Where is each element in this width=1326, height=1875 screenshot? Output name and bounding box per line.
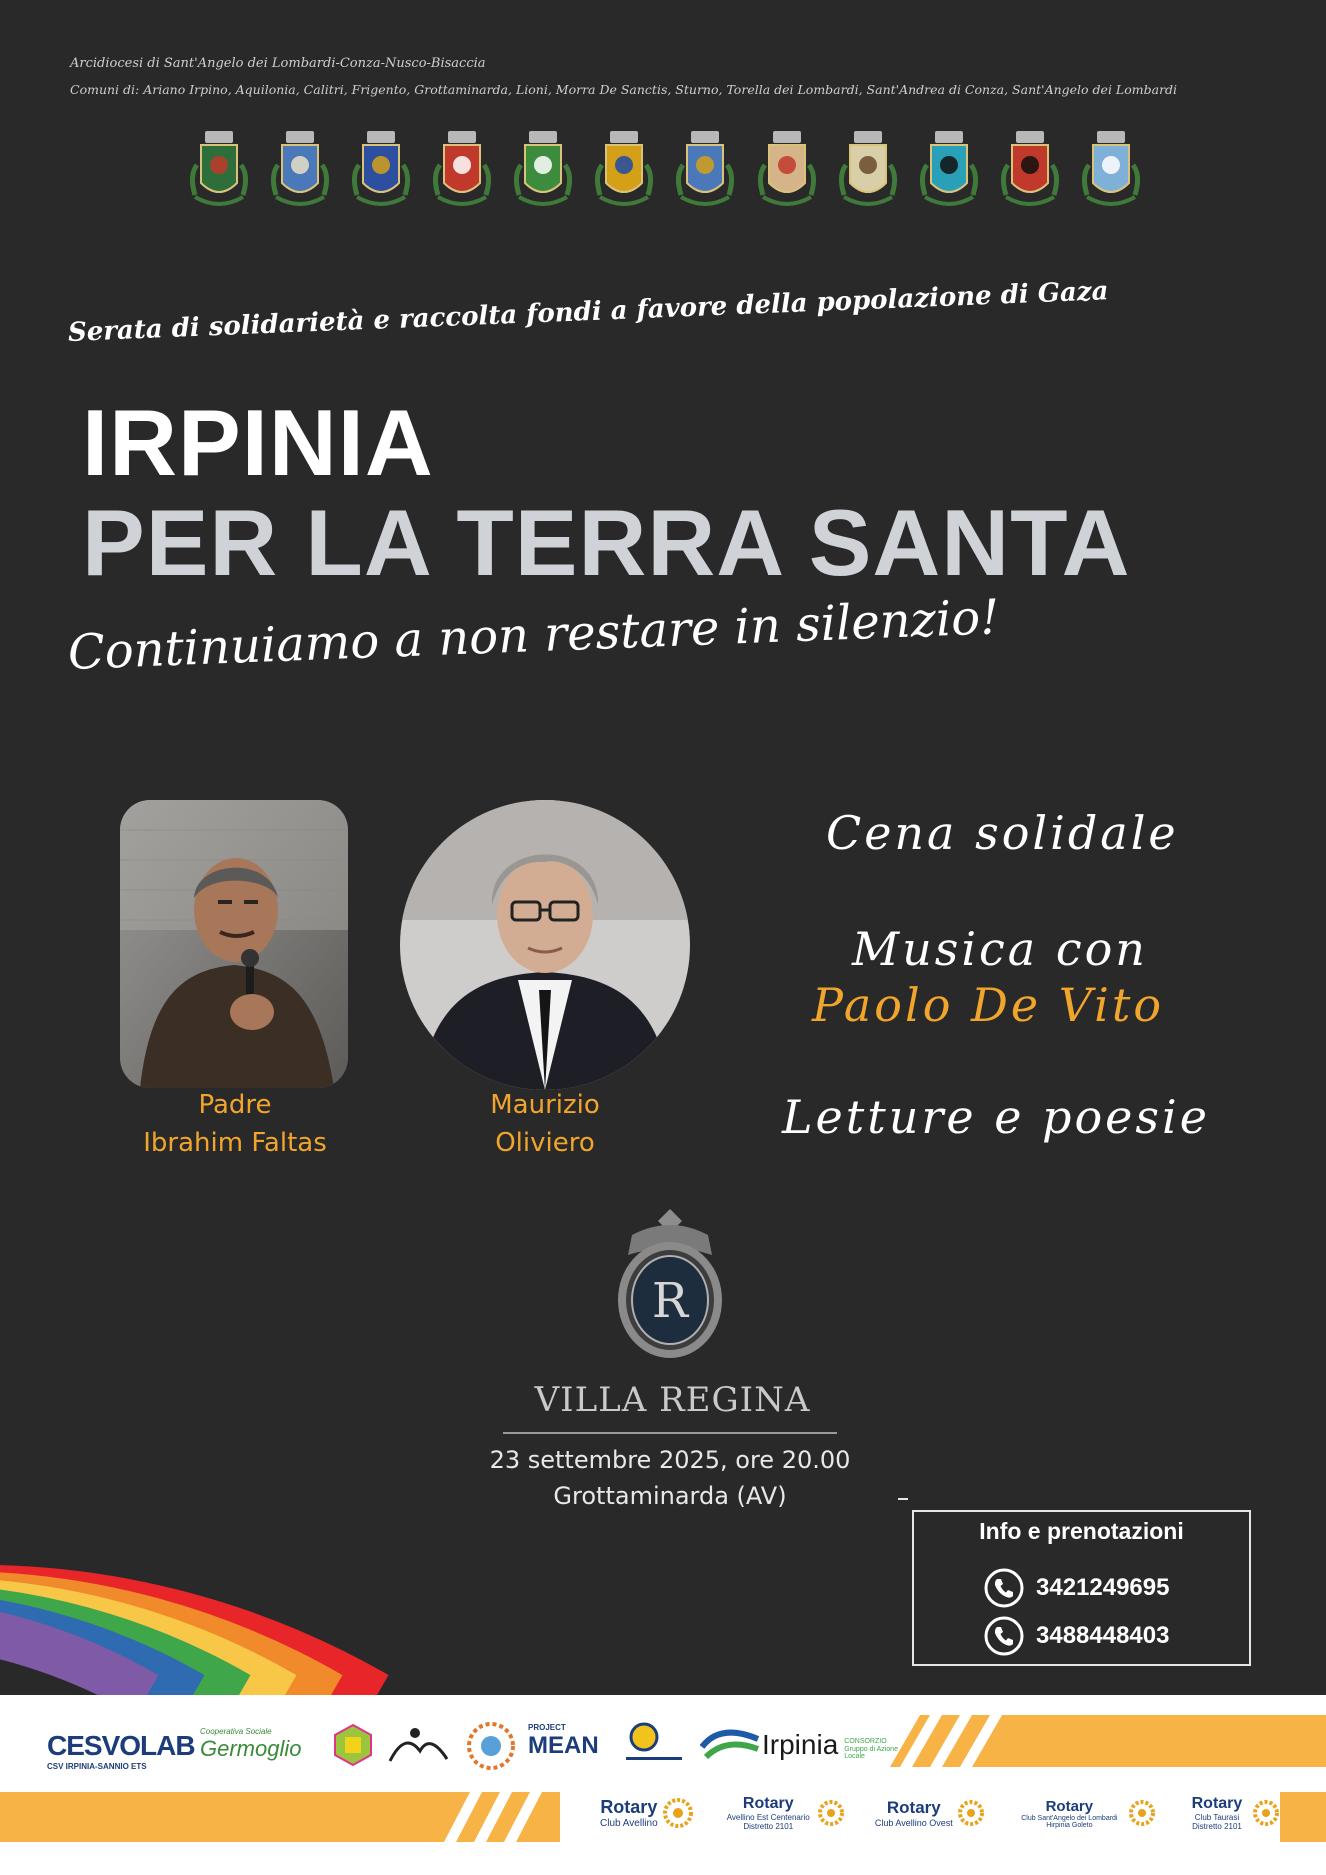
event-subtitle: Serata di solidarietà e raccolta fondi a favore della popolazione di Gaza: [67, 276, 1109, 348]
rotary-4-label: Rotary: [1045, 1797, 1094, 1815]
phone-icon: [984, 1568, 1024, 1608]
aquilonia-crest-icon: [347, 125, 415, 221]
header-municipalities: Comuni di: Ariano Irpino, Aquilonia, Calitri, Frigento, Grottaminarda, Lioni, Morra De Sanctis, Sturno, Torella dei Lombardi, Sant'Andrea di Conza, Sant'Angelo dei Lombardi: [70, 82, 1178, 97]
crest-row: [185, 125, 1145, 225]
mean-logo: [528, 1723, 599, 1760]
partner-logo-7-icon: [624, 1721, 684, 1771]
germoglio-logo: [200, 1727, 301, 1762]
cesvolab-logo: [47, 1730, 195, 1771]
orange-stripe-top: [890, 1715, 1326, 1767]
header-diocese: Arcidiocesi di Sant'Angelo dei Lombardi-Conza-Nusco-Bisaccia: [70, 56, 486, 71]
phone-row-2[interactable]: [984, 1614, 1169, 1658]
sant-angelo-crest-icon: [1077, 125, 1145, 221]
rotary-club-5: [1186, 1795, 1280, 1831]
venue-name: VILLA REGINA: [534, 1380, 811, 1420]
info-box-corner: [898, 1498, 908, 1500]
phone-icon: [984, 1616, 1024, 1656]
guest-name-ibrahim-faltas: [115, 1086, 355, 1162]
cesvolab-sub: CSV IRPINIA-SANNIO ETS: [47, 1762, 147, 1771]
sponsor-footer: [0, 1695, 1326, 1875]
title-line2: PER LA TERRA SANTA: [82, 490, 1131, 595]
rotary-5-sub: Club Taurasi Distretto 2101: [1192, 1813, 1242, 1831]
mean-label: MEAN: [528, 1732, 599, 1759]
program-music-artist: Paolo De Vito: [812, 978, 1165, 1032]
venue-divider: [503, 1432, 837, 1434]
rotary-row: [600, 1795, 1280, 1831]
partner-logo-4-icon: [385, 1721, 455, 1767]
grottaminarda-crest-icon: [590, 125, 658, 221]
villa-logo-letter: R: [651, 1273, 689, 1329]
irpinia-gal-logo: [762, 1729, 904, 1761]
info-box: [912, 1510, 1251, 1666]
calitri-crest-icon: [428, 125, 496, 221]
rotary-1-sub: Club Avellino: [600, 1818, 658, 1829]
rainbow-graphic: [0, 1225, 420, 1695]
irpinia-label: Irpinia: [762, 1729, 839, 1760]
rotary-4-sub: Club Sant'Angelo dei Lombardi Hirpinia Goleto: [1021, 1814, 1118, 1829]
morra-crest-icon: [753, 125, 821, 221]
germoglio-sub: Cooperativa Sociale: [200, 1727, 272, 1736]
rotary-club-2: [723, 1795, 845, 1831]
rotary-5-label: Rotary: [1191, 1795, 1243, 1812]
rotary-2-sub: Avellino Est Centenario Distretto 2101: [726, 1813, 810, 1831]
partner-logo-3-icon: [333, 1723, 373, 1767]
cesvolab-label: CESVOLAB: [47, 1730, 195, 1761]
villa-regina-logo-icon: [612, 1205, 728, 1361]
event-date: 23 settembre 2025, ore 20.00: [489, 1446, 851, 1474]
rotary-club-3: [875, 1798, 985, 1828]
rotary-wheel-icon: [957, 1799, 985, 1827]
phone-number-1[interactable]: 3421249695: [1036, 1574, 1170, 1601]
program-music: Musica con: [852, 922, 1148, 976]
rotary-wheel-icon: [1128, 1799, 1156, 1827]
phone-row-1[interactable]: [984, 1566, 1169, 1610]
mean-sub: PROJECT: [528, 1723, 566, 1732]
torella-crest-icon: [915, 125, 983, 221]
guest-name-maurizio-oliviero: [440, 1086, 650, 1162]
program-readings: Letture e poesie: [782, 1090, 1210, 1144]
phone-number-2[interactable]: 3488448403: [1036, 1622, 1170, 1649]
event-date-place: [440, 1442, 900, 1514]
rotary-club-4: [1014, 1798, 1156, 1829]
rotary-3-label: Rotary: [886, 1798, 941, 1817]
partner-logo-5-icon: [466, 1721, 516, 1771]
rotary-wheel-icon: [662, 1797, 694, 1829]
event-place: Grottaminarda (AV): [553, 1482, 787, 1510]
rotary-1-label: Rotary: [600, 1797, 658, 1817]
guest-2-line2: Oliviero: [495, 1128, 595, 1158]
rotary-club-1: [600, 1797, 694, 1829]
info-title: Info e prenotazioni: [979, 1518, 1184, 1544]
lioni-crest-icon: [671, 125, 739, 221]
ariano-crest-icon: [266, 125, 334, 221]
rotary-wheel-icon: [1252, 1799, 1280, 1827]
guest-2-line1: Maurizio: [490, 1090, 600, 1120]
guest-photo-maurizio-oliviero: [400, 800, 690, 1090]
frigento-crest-icon: [509, 125, 577, 221]
germoglio-label: Germoglio: [200, 1736, 302, 1761]
guest-1-line2: Ibrahim Faltas: [143, 1128, 327, 1158]
diocese-crest-icon: [185, 125, 253, 221]
sturno-crest-icon: [834, 125, 902, 221]
irpinia-sub: CONSORZIO Gruppo di Azione Locale: [844, 1737, 898, 1761]
irpinia-gal-mark-icon: [700, 1717, 762, 1765]
rotary-3-sub: Club Avellino Ovest: [874, 1818, 953, 1828]
guest-photo-ibrahim-faltas: [120, 800, 348, 1088]
rotary-2-label: Rotary: [742, 1795, 794, 1812]
slogan: Continuiamo a non restare in silenzio!: [66, 589, 1001, 681]
guest-1-line1: Padre: [198, 1090, 272, 1120]
program-dinner: Cena solidale: [826, 806, 1179, 860]
sant-andrea-crest-icon: [996, 125, 1064, 221]
rotary-wheel-icon: [817, 1799, 845, 1827]
title-line1: IRPINIA: [82, 390, 434, 495]
